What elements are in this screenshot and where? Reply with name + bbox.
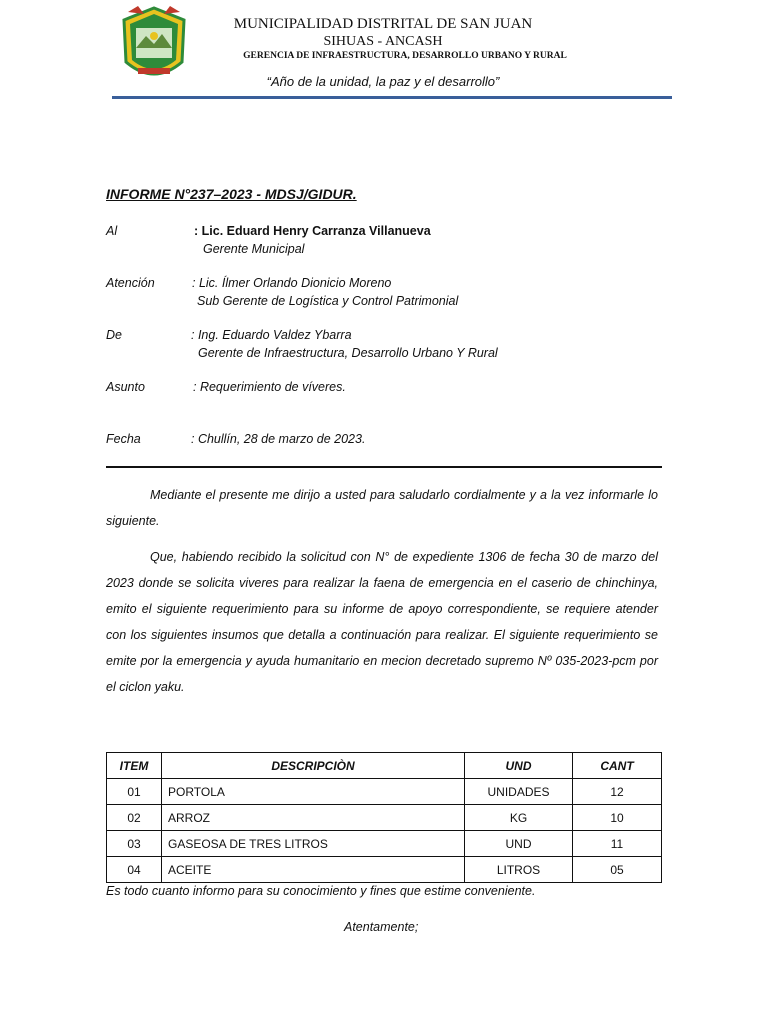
und-cell: UND [465, 831, 573, 857]
table-row [107, 805, 662, 831]
header-divider [112, 96, 672, 99]
from-role: Gerente de Infraestructura, Desarrollo Urbano Y Rural [198, 346, 498, 360]
desc-cell: PORTOLA [162, 779, 465, 805]
col-item-header: ITEM [107, 753, 162, 779]
cant-cell: 11 [573, 831, 662, 857]
table-header-row [107, 753, 662, 779]
table-row [107, 831, 662, 857]
table-row [107, 857, 662, 883]
cant-cell: 05 [573, 857, 662, 883]
attention-role: Sub Gerente de Logística y Control Patrimonial [197, 294, 459, 308]
table-row [107, 779, 662, 805]
item-cell: 01 [107, 779, 162, 805]
header-location: SIHUAS - ANCASH [323, 34, 443, 49]
from-label: De [106, 328, 122, 342]
date-value: : Chullín, 28 de marzo de 2023. [191, 432, 366, 446]
cant-cell: 10 [573, 805, 662, 831]
header-department: GERENCIA DE INFRAESTRUCTURA, DESARROLLO URBANO Y RURAL [243, 51, 567, 61]
header-motto: “Año de la unidad, la paz y el desarrollo” [266, 74, 500, 89]
date-label: Fecha [106, 432, 141, 446]
paragraph-intro-text: Mediante el presente me dirijo a usted para saludarlo cordialmente y a la vez informarle lo siguiente. [106, 488, 658, 528]
paragraph-intro [106, 482, 658, 534]
closing-text: Es todo cuanto informo para su conocimiento y fines que estime conveniente. [106, 884, 536, 898]
attention-label: Atención [106, 276, 155, 290]
col-und-header: UND [465, 753, 573, 779]
und-cell: KG [465, 805, 573, 831]
supplies-table [106, 752, 662, 883]
subject-label: Asunto [106, 380, 145, 394]
item-cell: 04 [107, 857, 162, 883]
to-label: Al [106, 224, 118, 238]
desc-cell: GASEOSA DE TRES LITROS [162, 831, 465, 857]
col-desc-header: DESCRIPCIÒN [162, 753, 465, 779]
paragraph-request [106, 544, 658, 700]
desc-cell: ACEITE [162, 857, 465, 883]
paragraph-request-text: Que, habiendo recibido la solicitud con N° de expediente 1306 de fecha 30 de marzo del 2023 donde se solicita viveres para realizar la faena de emergencia en el caserio de chinchinya, emito el siguiente requerimiento para su informe de apoyo correspondiente, se requiere atender con los siguientes insumos que detalla a continuación para realizar. El siguiente requerimiento se emite por la emergencia y ayuda humanitario en mecion decretado supremo Nº 035-2023-pcm por el ciclon yaku. [106, 550, 658, 694]
header-rule [106, 466, 662, 468]
municipal-crest-icon [118, 6, 190, 86]
closing-salutation: Atentamente; [344, 920, 419, 934]
report-number: INFORME N°237–2023 - MDSJ/GIDUR. [106, 186, 357, 202]
und-cell: UNIDADES [465, 779, 573, 805]
col-cant-header: CANT [573, 753, 662, 779]
item-cell: 02 [107, 805, 162, 831]
header-municipality: MUNICIPALIDAD DISTRITAL DE SAN JUAN [233, 16, 533, 32]
to-name: : Lic. Eduard Henry Carranza Villanueva [194, 224, 431, 238]
subject-value: : Requerimiento de víveres. [193, 380, 346, 394]
attention-name: : Lic. Ílmer Orlando Dionicio Moreno [192, 276, 392, 290]
cant-cell: 12 [573, 779, 662, 805]
und-cell: LITROS [465, 857, 573, 883]
from-name: : Ing. Eduardo Valdez Ybarra [191, 328, 352, 342]
item-cell: 03 [107, 831, 162, 857]
desc-cell: ARROZ [162, 805, 465, 831]
to-role: Gerente Municipal [203, 242, 305, 256]
